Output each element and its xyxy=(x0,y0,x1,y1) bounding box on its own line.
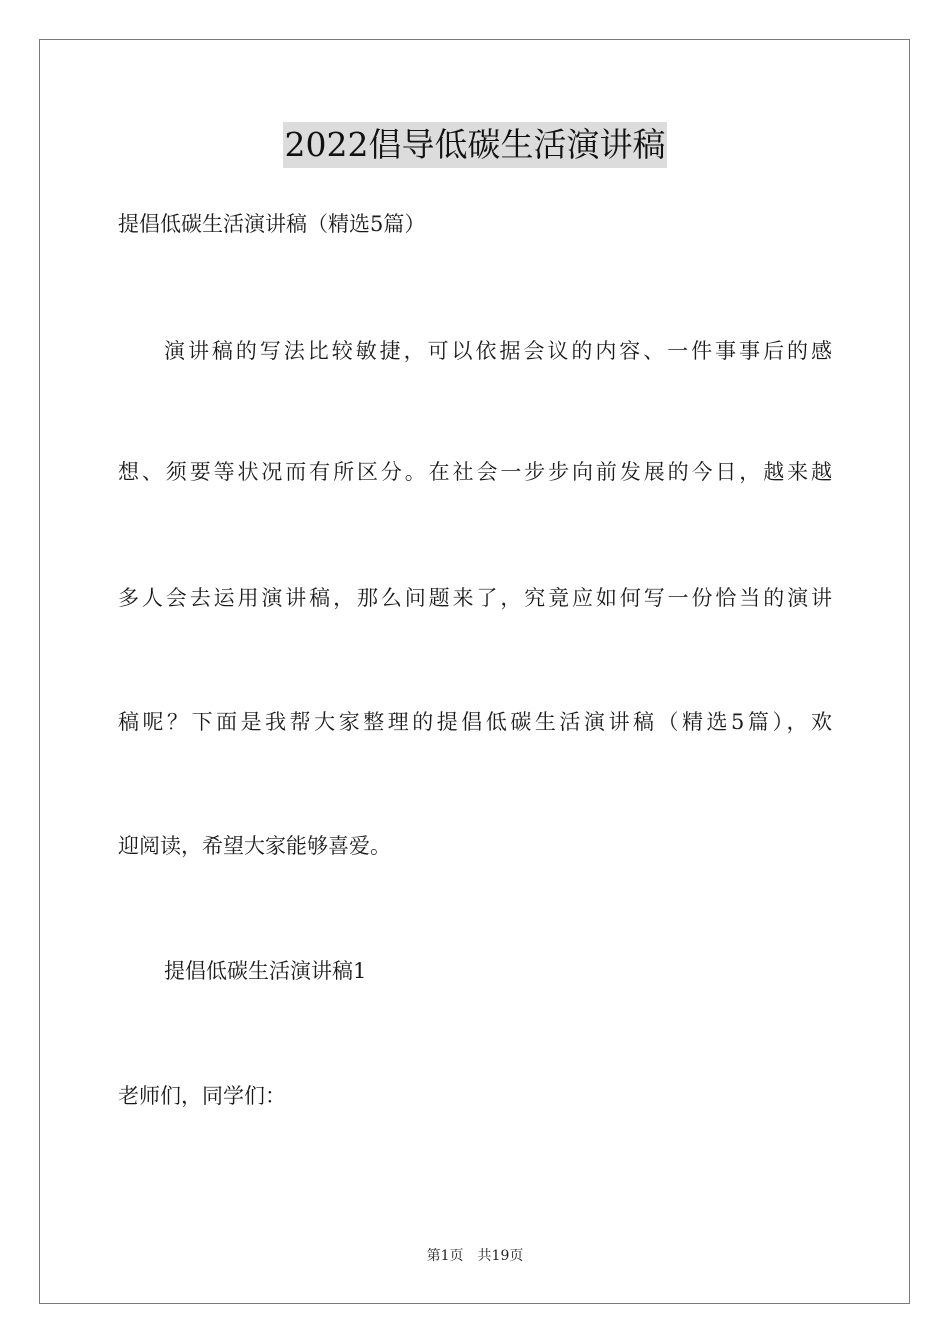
intro-line-4: 稿呢？下面是我帮大家整理的提倡低碳生活演讲稿（精选5篇），欢 xyxy=(118,710,832,734)
title-container xyxy=(0,122,950,168)
salutation: 老师们，同学们： xyxy=(118,1084,286,1108)
section-heading: 提倡低碳生活演讲稿1 xyxy=(164,959,367,983)
intro-line-1: 演讲稿的写法比较敏捷，可以依据会议的内容、一件事事后的感 xyxy=(164,339,832,363)
page-number: 第1页 xyxy=(426,1248,464,1264)
page-footer xyxy=(0,1246,950,1266)
intro-line-3: 多人会去运用演讲稿，那么问题来了，究竟应如何写一份恰当的演讲 xyxy=(118,586,832,610)
page-total: 共19页 xyxy=(477,1248,524,1264)
document-subtitle: 提倡低碳生活演讲稿（精选5篇） xyxy=(118,212,426,236)
document-title: 2022倡导低碳生活演讲稿 xyxy=(283,122,668,168)
intro-line-2: 想、须要等状况而有所区分。在社会一步步向前发展的今日，越来越 xyxy=(118,460,832,484)
intro-line-5: 迎阅读，希望大家能够喜爱。 xyxy=(118,834,391,858)
